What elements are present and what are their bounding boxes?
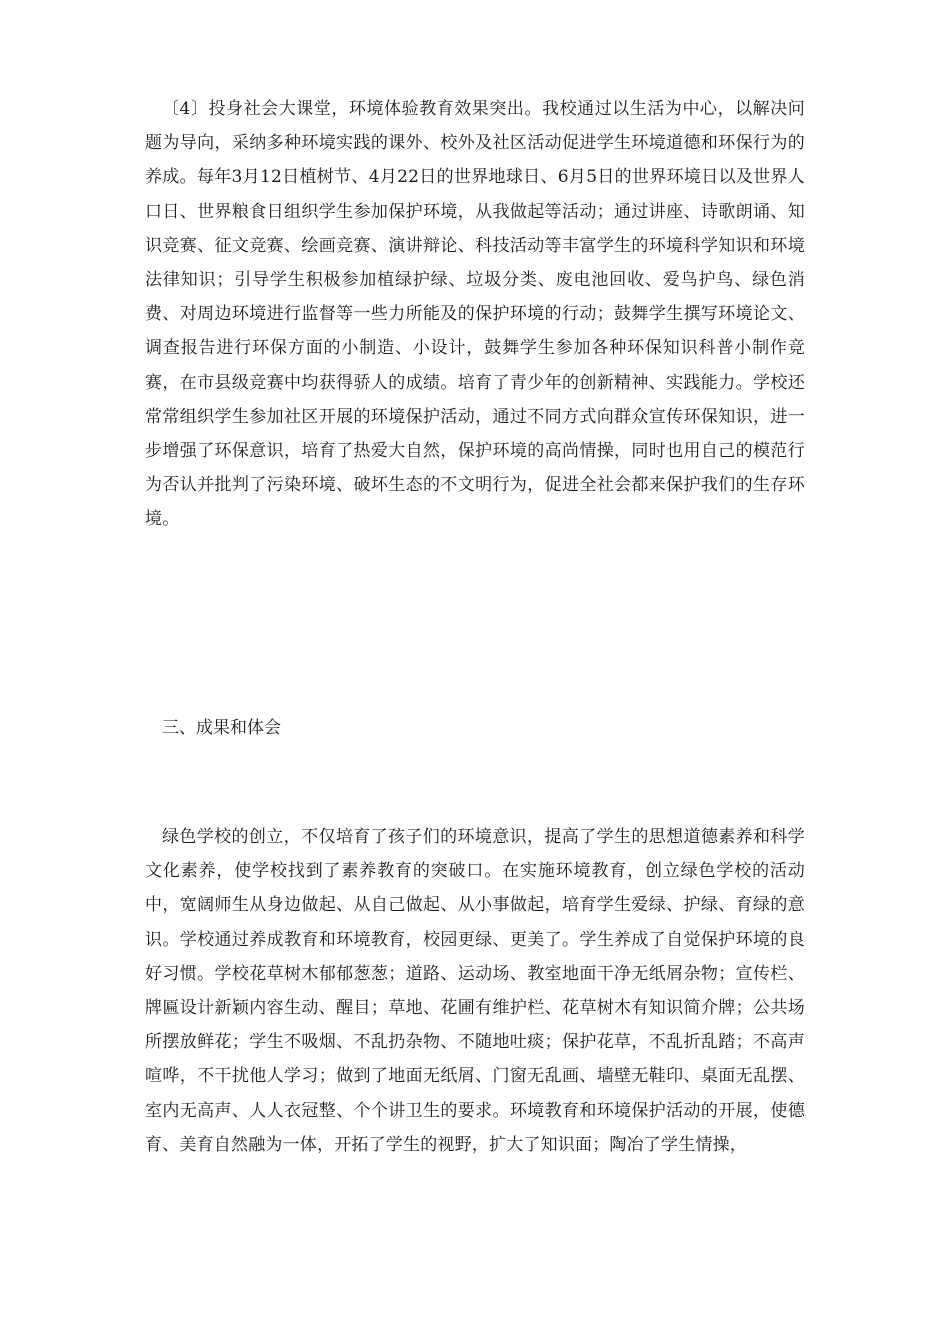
body-paragraph: 绿色学校的创立，不仅培育了孩子们的环境意识，提高了学生的思想道德素养和科学文化素养，使学校找到了素养教育的突破口。在实施环境教育，创立绿色学校的活动中，宽阔师生从身边做起、从自己做起、从小事做起，培育学生爱绿、护绿、育绿的意识。学校通过养成教育和环境教育，校园更绿、更美了。学生养成了自觉保护环境的良好习惯。学校花草树木郁郁葱葱；道路、运动场、教室地面干净无纸屑杂物；宣传栏、牌匾设计新颖内容生动、醒目；草地、花圃有维护栏、花草树木有知识简介牌；公共场所摆放鲜花；学生不吸烟、不乱扔杂物、不随地吐痰；保护花草，不乱折乱踏；不高声喧哗，不干扰他人学习；做到了地面无纸屑、门窗无乱画、墙壁无鞋印、桌面无乱摆、室内无高声、人人衣冠整、个个讲卫生的要求。环境教育和环境保护活动的开展，使德育、美育自然融为一体，开拓了学生的视野，扩大了知识面；陶冶了学生情操， (145, 827, 805, 1155)
body-paragraph: 〔4〕投身社会大课堂，环境体验教育效果突出。我校通过以生活为中心，以解决问题为导向，采纳多种环境实践的课外、校外及社区活动促进学生环境道德和环保行为的养成。每年3月12日植树节、4月22日的世界地球日、6月5日的世界环境日以及世界人口日、世界粮食日组织学生参加保护环境，从我做起等活动；通过讲座、诗歌朗诵、知识竞赛、征文竞赛、绘画竞赛、演讲辩论、科技活动等丰富学生的环境科学知识和环境法律知识；引导学生积极参加植绿护绿、垃圾分类、废电池回收、爱鸟护鸟、绿色消费、对周边环境进行监督等一些力所能及的保护环境的行动；鼓舞学生撰写环境论文、调查报告进行环保方面的小制造、小设计，鼓舞学生参加各种环保知识科普小制作竞赛，在市县级竞赛中均获得骄人的成绩。培育了青少年的创新精神、实践能力。学校还常常组织学生参加社区开展的环境保护活动，通过不同方式向群众宣传环保知识，进一步增强了环保意识，培育了热爱大自然，保护环境的高尚情操，同时也用自己的模范行为否认并批判了污染环境、破坏生态的不文明行为，促进全社会都来保护我们的生存环境。 (145, 99, 805, 530)
section-heading: 三、成果和体会 (162, 718, 281, 738)
